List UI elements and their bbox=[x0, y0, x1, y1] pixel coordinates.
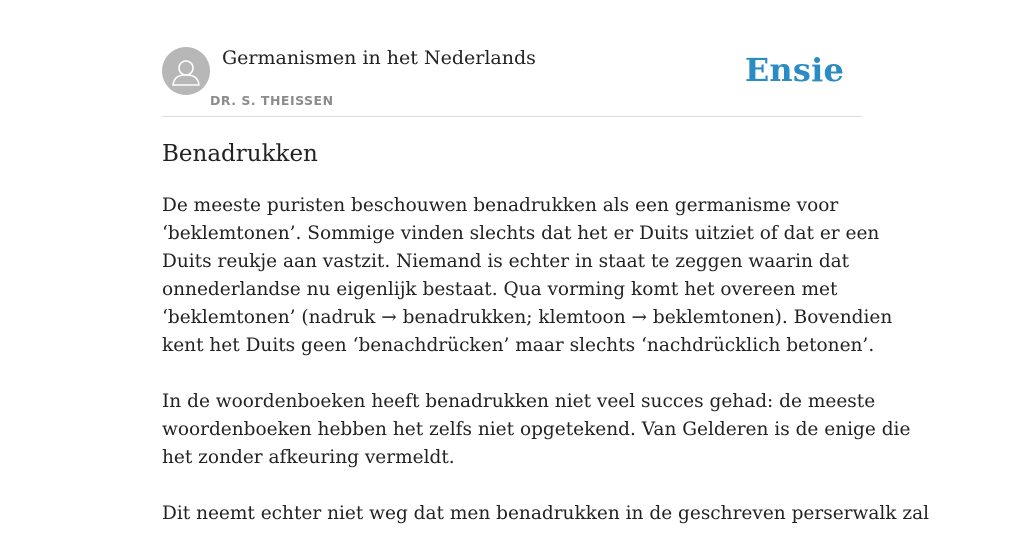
entry-title: Benadrukken bbox=[162, 141, 318, 167]
book-title[interactable]: Germanismen in het Nederlands bbox=[222, 47, 536, 69]
paragraph-line: In de woordenboeken heeft benadrukken niet veel succes gehad: de meeste bbox=[162, 391, 876, 412]
paragraph-line: De meeste puristen beschouwen benadrukken als een germanisme voor bbox=[162, 195, 839, 216]
paragraph-line: onnederlandse nu eigenlijk bestaat. Qua vorming komt het overeen met bbox=[162, 279, 838, 300]
paragraph-line: Duits reukje aan vastzit. Niemand is echter in staat te zeggen waarin dat bbox=[162, 251, 850, 272]
brand-logo[interactable]: Ensie bbox=[744, 51, 844, 89]
author-avatar bbox=[162, 47, 210, 95]
author-name[interactable]: DR. S. THEISSEN bbox=[210, 93, 334, 108]
user-icon bbox=[162, 47, 210, 95]
paragraph-line: woordenboeken hebben het zelfs niet opgetekend. Van Gelderen is de enige die bbox=[162, 419, 911, 440]
paragraph-line: Dit neemt echter niet weg dat men benadrukken in de geschreven perserwalk zal bbox=[162, 503, 930, 524]
paragraph-line: ‘beklemtonen’. Sommige vinden slechts dat het er Duits uitziet of dat er een bbox=[162, 223, 880, 244]
paragraph bbox=[162, 388, 911, 472]
paragraph-line: het zonder afkeuring vermeldt. bbox=[162, 447, 455, 468]
paragraph-line: kent het Duits geen ‘benachdrücken’ maar slechts ‘nachdrücklich betonen’. bbox=[162, 335, 875, 356]
paragraph bbox=[162, 500, 930, 528]
paragraph bbox=[162, 192, 893, 360]
page-header bbox=[162, 36, 862, 117]
entry-content bbox=[162, 192, 930, 556]
paragraph-line: ‘beklemtonen’ (nadruk → benadrukken; klemtoon → beklemtonen). Bovendien bbox=[162, 307, 893, 328]
